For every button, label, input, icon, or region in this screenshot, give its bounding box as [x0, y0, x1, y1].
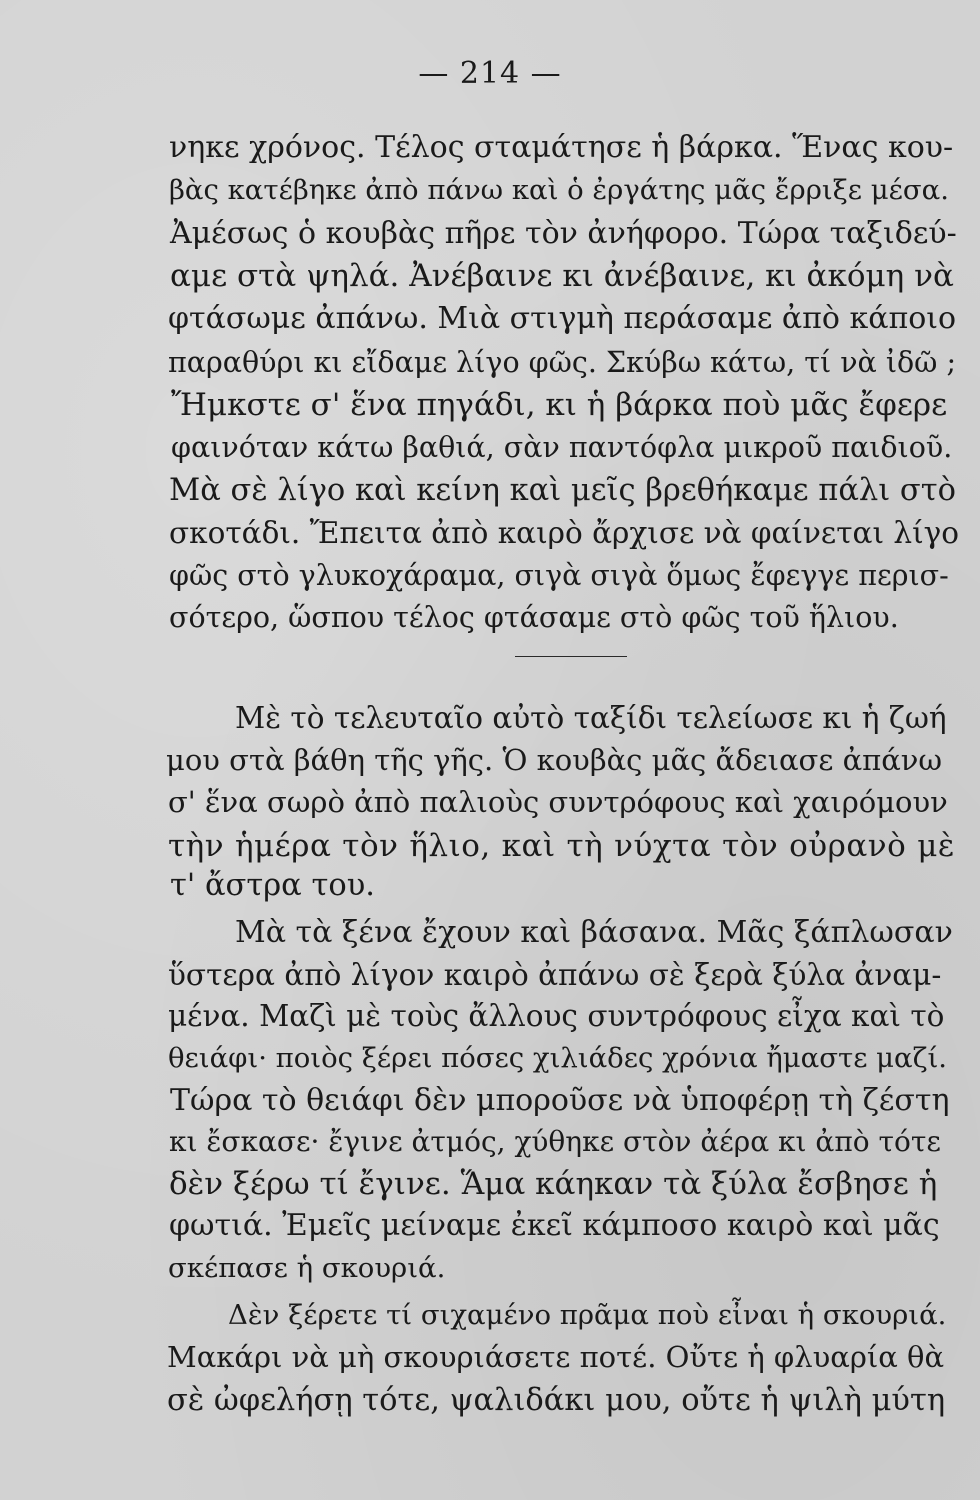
text-line: φῶς στὸ γλυκοχάραμα, σιγὰ σιγὰ ὅμως ἔφεγγε περισ- — [169, 559, 949, 592]
page-number: — 214 — — [418, 56, 562, 91]
text-line: σὲ ὠφελήσῃ τότε, ψαλιδάκι μου, οὔτε ἡ ψιλὴ μύτη — [167, 1383, 946, 1418]
text-line: δὲν ξέρω τί ἔγινε. Ἅμα κάηκαν τὰ ξύλα ἔσβησε ἡ — [169, 1166, 938, 1202]
text-line: σ' ἕνα σωρὸ ἀπὸ παλιοὺς συντρόφους καὶ χαιρόμουν — [168, 785, 948, 819]
text-line: κι ἔσκασε· ἔγινε ἀτμός, χύθηκε στὸν ἀέρα κι ἀπὸ τότε — [169, 1125, 941, 1158]
text-line: αμε στὰ ψηλά. Ἀνέβαινε κι ἀνέβαινε, κι ἀκόμη νὰ — [170, 258, 954, 294]
text-line: βὰς κατέβηκε ἀπὸ πάνω καὶ ὁ ἐργάτης μᾶς ἔρριξε μέσα. — [169, 174, 949, 206]
text-line: σότερο, ὥσπου τέλος φτάσαμε στὸ φῶς τοῦ ἥλιου. — [169, 601, 899, 634]
text-line: παραθύρι κι εἴδαμε λίγο φῶς. Σκύβω κάτω, τί νὰ ἰδῶ ; — [168, 346, 957, 379]
text-line: μένα. Μαζὶ μὲ τοὺς ἄλλους συντρόφους εἶχα καὶ τὸ — [168, 999, 945, 1033]
text-line: τ' ἄστρα του. — [170, 868, 375, 903]
text-line: τὴν ἡμέρα τὸν ἥλιο, καὶ τὴ νύχτα τὸν οὐρανὸ μὲ — [168, 828, 955, 864]
text-line: Ἤμκστε σ' ἕνα πηγάδι, κι ἡ βάρκα ποὺ μᾶς ἔφερε — [171, 387, 948, 423]
text-line: θειάφι· ποιὸς ξέρει πόσες χιλιάδες χρόνια ἤμαστε μαζί. — [168, 1042, 948, 1074]
text-line: φτάσωμε ἀπάνω. Μιὰ στιγμὴ περάσαμε ἀπὸ κάποιο — [168, 301, 957, 336]
text-line: Ἀμέσως ὁ κουβὰς πῆρε τὸν ἀνήφορο. Τώρα ταξιδεύ- — [170, 216, 957, 251]
text-line: Τώρα τὸ θειάφι δὲν μποροῦσε νὰ ὑποφέρῃ τὴ ζέστη — [170, 1083, 950, 1118]
text-line: Μὰ σὲ λίγο καὶ κείνη καὶ μεῖς βρεθήκαμε πάλι στὸ — [169, 473, 956, 508]
section-separator — [515, 656, 627, 657]
text-line: Μὰ τὰ ξένα ἔχουν καὶ βάσανα. Μᾶς ξάπλωσαν — [235, 915, 953, 950]
text-line: σκοτάδι. Ἔπειτα ἀπὸ καιρὸ ἄρχισε νὰ φαίνεται λίγο — [169, 516, 960, 550]
text-line: Μὲ τὸ τελευταῖο αὐτὸ ταξίδι τελείωσε κι ἡ ζωή — [235, 701, 947, 735]
text-line: μου στὰ βάθη τῆς γῆς. Ὁ κουβὰς μᾶς ἄδειασε ἀπάνω — [166, 743, 943, 777]
text-line: ὕστερα ἀπὸ λίγον καιρὸ ἀπάνω σὲ ξερὰ ξύλα ἀναμ- — [168, 958, 942, 992]
text-line: φαινόταν κάτω βαθιά, σὰν παντόφλα μικροῦ παιδιοῦ. — [171, 431, 953, 464]
text-line: φωτιά. Ἐμεῖς μείναμε ἐκεῖ κάμποσο καιρὸ καὶ μᾶς — [169, 1208, 940, 1243]
text-line: νηκε χρόνος. Τέλος σταμάτησε ἡ βάρκα. Ἕνας κου- — [169, 130, 954, 165]
text-line: Μακάρι νὰ μὴ σκουριάσετε ποτέ. Οὔτε ἡ φλυαρία θὰ — [167, 1340, 945, 1374]
text-line: Δὲν ξέρετε τί σιχαμένο πρᾶμα ποὺ εἶναι ἡ σκουριά. — [228, 1299, 947, 1331]
text-line: σκέπασε ἡ σκουριά. — [168, 1252, 446, 1284]
